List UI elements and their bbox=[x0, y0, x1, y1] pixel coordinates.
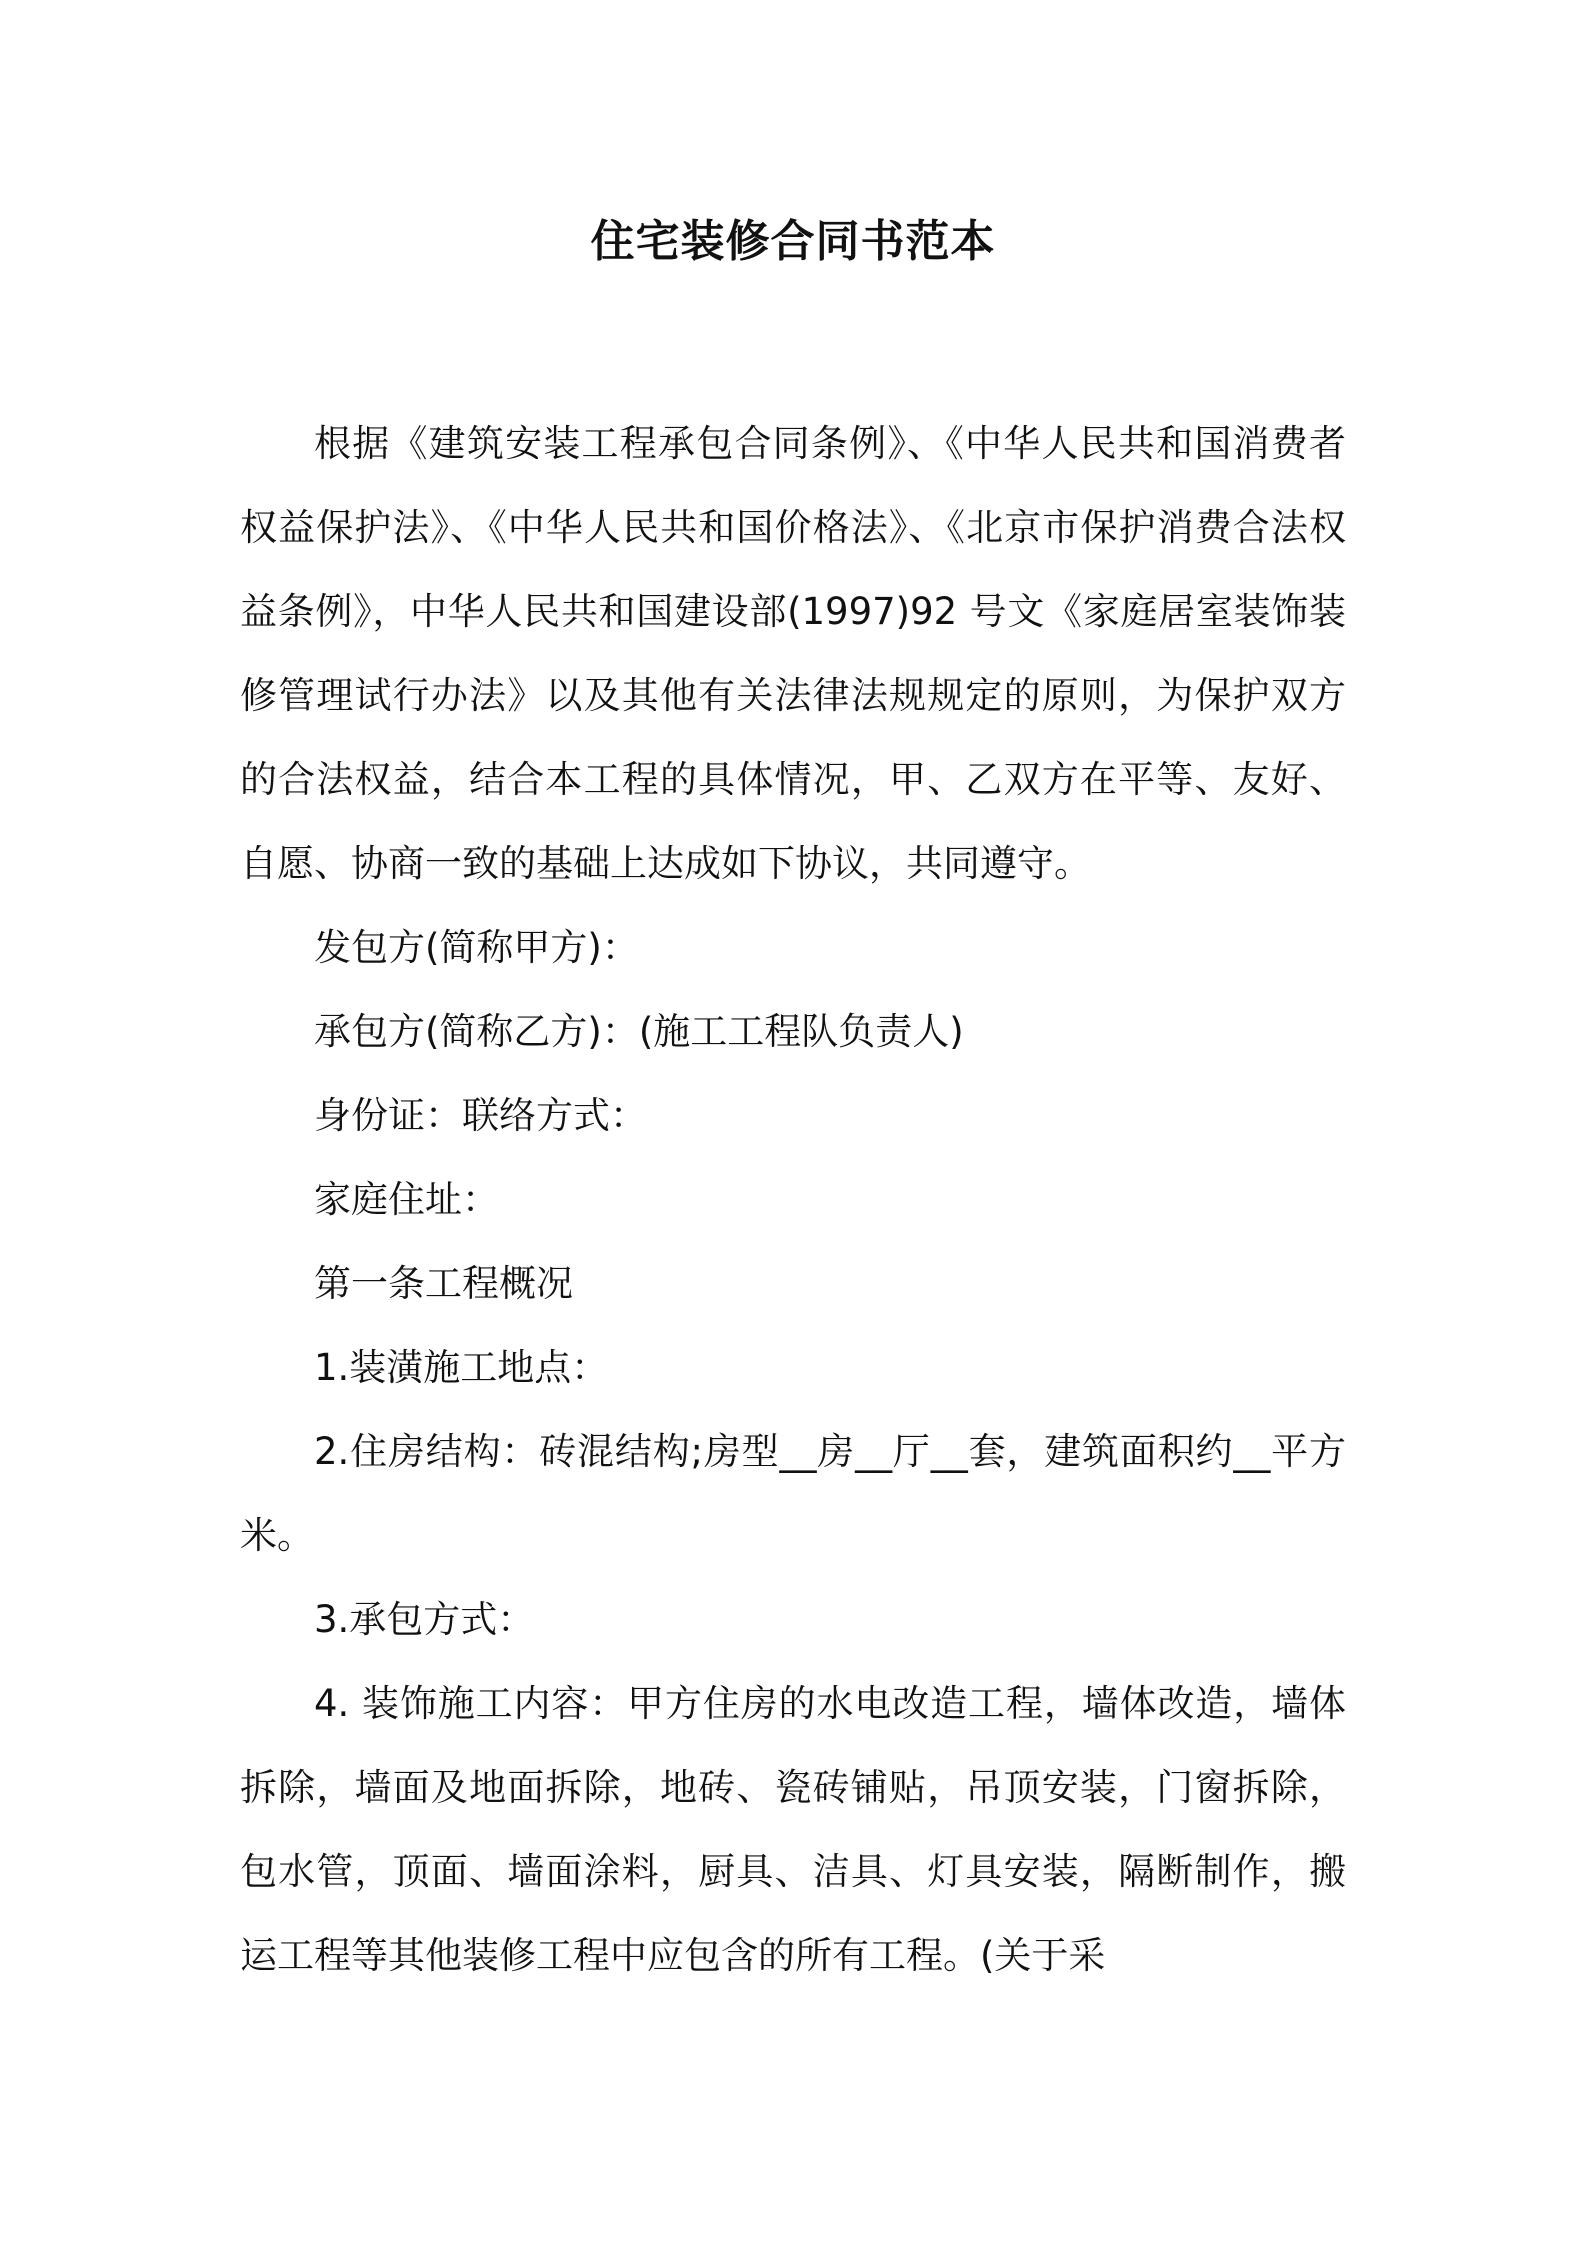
document-title: 住宅装修合同书范本 bbox=[590, 216, 996, 267]
paragraph-item-2: 2.住房结构：砖混结构;房型__房__厅__套，建筑面积约__平方米。 bbox=[240, 1430, 1346, 1557]
paragraph-preamble: 根据《建筑安装工程承包合同条例》、《中华人民共和国消费者权益保护法》、《中华人民共和国价格法》、《北京市保护消费合法权益条例》，中华人民共和国建设部(1997)92 号文《家庭居室装饰装修管理试行办法》以及其他有关法律法规规定的原则，为保护双方的合法权益，结合本工程的具体情况，甲、乙双方在平等、友好、自愿、协商一致的基础上达成如下协议，共同遵守。 bbox=[240, 422, 1346, 885]
document-body bbox=[240, 402, 1346, 1998]
paragraph-party-b: 承包方(简称乙方)：(施工工程队负责人) bbox=[314, 1010, 964, 1053]
paragraph-item-4: 4. 装饰施工内容：甲方住房的水电改造工程，墙体改造，墙体拆除，墙面及地面拆除，地砖、瓷砖铺贴，吊顶安装，门窗拆除，包水管，顶面、墙面涂料，厨具、洁具、灯具安装，隔断制作，搬运工程等其他装修工程中应包含的所有工程。(关于采 bbox=[240, 1682, 1346, 1977]
paragraph-party-a: 发包方(简称甲方)： bbox=[314, 926, 639, 969]
paragraph-item-3: 3.承包方式： bbox=[314, 1598, 535, 1641]
paragraph-id-contact: 身份证：联络方式： bbox=[314, 1094, 647, 1137]
paragraph-home-address: 家庭住址： bbox=[314, 1178, 499, 1221]
paragraph-item-1: 1.装潢施工地点： bbox=[314, 1346, 609, 1389]
paragraph-article-one-heading: 第一条工程概况 bbox=[314, 1262, 573, 1305]
